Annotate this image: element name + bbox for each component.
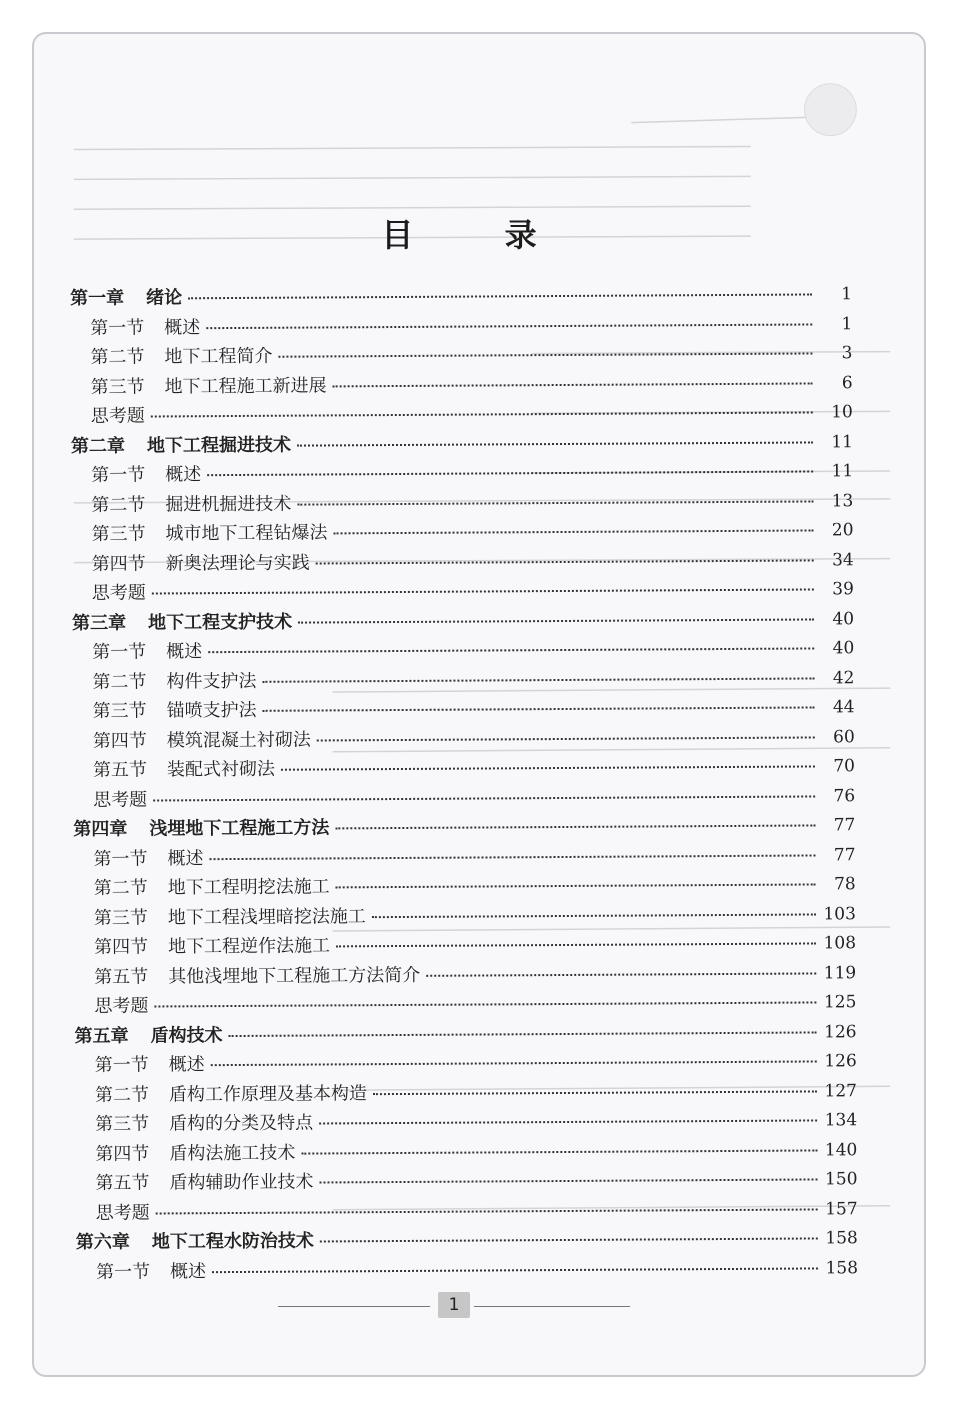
toc-page-number: 40	[832, 638, 855, 659]
toc-page-number: 70	[833, 756, 856, 777]
toc-entry-number: 第四节	[93, 936, 149, 958]
toc-entry-label	[93, 725, 311, 752]
toc-entry-label	[90, 313, 200, 340]
toc-entry-title: 盾构辅助作业技术	[169, 1171, 314, 1194]
page-title: 目 录	[381, 216, 577, 254]
toc-entry-number: 第三节	[91, 523, 146, 545]
toc-entry-title: 盾构法施工技术	[169, 1142, 296, 1164]
dot-leader	[278, 352, 812, 357]
toc-chapter-row	[75, 1017, 857, 1051]
toc-entry-label	[94, 872, 330, 899]
toc-entry-title: 绪论	[146, 287, 183, 309]
toc-page-number: 76	[833, 785, 856, 806]
toc-entry-title: 概述	[165, 464, 202, 486]
toc-entry-label	[95, 1079, 367, 1107]
toc-entry-label	[73, 813, 329, 841]
toc-entry-label	[92, 637, 202, 664]
toc-questions-row	[73, 781, 855, 815]
toc-page-number: 78	[833, 874, 856, 895]
toc-entry-number: 第六章	[75, 1231, 130, 1253]
toc-page-number: 158	[825, 1228, 858, 1249]
toc-page-number: 150	[824, 1169, 858, 1190]
toc-entry-title: 地下工程明挖法施工	[167, 876, 330, 899]
toc-entry-label	[70, 283, 182, 310]
toc-page-number: 13	[831, 490, 854, 511]
toc-entry-number: 第二节	[92, 671, 147, 693]
toc-entry-label	[94, 992, 148, 1018]
toc-section-row	[73, 722, 855, 756]
toc-chapter-row	[71, 427, 853, 461]
toc-entry-title: 新奥法理论与实践	[165, 552, 310, 574]
footer-rule-right	[474, 1306, 630, 1307]
toc-questions-row	[72, 574, 854, 608]
toc-entry-label	[96, 1198, 150, 1224]
footer-rule-left	[278, 1306, 430, 1307]
dot-leader	[334, 529, 814, 534]
toc-entry-number: 第五节	[92, 759, 148, 781]
dot-leader	[319, 1119, 817, 1124]
toc-page-number: 44	[832, 697, 855, 718]
dot-leader	[335, 824, 815, 829]
dot-leader	[333, 382, 813, 387]
toc-entry-title: 地下工程支护技术	[148, 611, 293, 634]
toc-entry-title: 概述	[164, 316, 201, 338]
toc-entry-label	[95, 1168, 313, 1195]
toc-entry-number: 第一节	[94, 1054, 149, 1076]
dot-leader	[297, 500, 813, 505]
dot-leader	[372, 913, 816, 918]
toc-entry-title: 思考题	[90, 405, 145, 427]
toc-entry-title: 掘进机掘进技术	[165, 493, 292, 515]
document-page	[32, 32, 926, 1377]
toc-page-number: 11	[831, 461, 854, 482]
toc-entry-label	[93, 755, 275, 782]
toc-page-number: 1	[841, 284, 853, 305]
toc-page-number: 1	[841, 313, 853, 334]
dot-leader	[317, 736, 815, 741]
toc-entry-title: 概述	[167, 847, 204, 869]
toc-entry-title: 构件支护法	[166, 670, 257, 692]
dot-leader	[211, 1060, 817, 1066]
toc-entry-label	[91, 489, 291, 516]
toc-section-row	[75, 1046, 857, 1080]
toc-chapter-row	[76, 1223, 858, 1257]
toc-page-number: 3	[841, 343, 853, 364]
toc-section-row	[74, 899, 856, 933]
toc-chapter-row	[70, 279, 852, 313]
toc-section-row	[75, 1164, 857, 1198]
toc-entry-label	[91, 402, 145, 428]
toc-entry-label	[93, 844, 203, 871]
toc-entry-number: 第四节	[95, 1143, 150, 1165]
toc-entry-label	[92, 579, 146, 605]
table-of-contents	[70, 279, 858, 1287]
toc-page-number: 6	[841, 372, 853, 393]
toc-entry-number: 第三节	[95, 1113, 150, 1135]
toc-entry-number: 第四节	[91, 553, 146, 575]
dot-leader	[153, 795, 815, 801]
toc-section-row	[72, 545, 854, 579]
toc-entry-number: 第一节	[92, 641, 147, 663]
toc-entry-title: 思考题	[94, 995, 149, 1017]
toc-page-number: 77	[833, 815, 856, 836]
toc-section-row	[75, 1135, 857, 1169]
toc-entry-label	[75, 1021, 223, 1048]
toc-section-row	[72, 663, 854, 697]
toc-section-row	[72, 633, 854, 667]
toc-entry-title: 概述	[166, 641, 203, 663]
toc-section-row	[71, 515, 853, 549]
toc-entry-number: 第三章	[72, 612, 127, 634]
toc-entry-title: 地下工程施工新进展	[164, 374, 327, 397]
toc-entry-title: 盾构技术	[150, 1024, 223, 1047]
toc-entry-number: 第一节	[91, 464, 146, 486]
toc-entry-title: 模筑混凝土衬砌法	[166, 729, 311, 751]
toc-section-row	[75, 1105, 857, 1139]
toc-entry-label	[76, 1227, 314, 1254]
toc-entry-label	[94, 902, 366, 930]
toc-page-number: 119	[823, 962, 857, 983]
toc-entry-number: 第五节	[94, 966, 149, 988]
toc-section-row	[75, 1076, 857, 1110]
dot-leader	[319, 1178, 817, 1183]
dot-leader	[152, 588, 814, 594]
toc-entry-title: 概述	[169, 1260, 207, 1282]
dot-leader	[210, 854, 816, 860]
dot-leader	[151, 411, 813, 417]
toc-entry-number: 第一章	[70, 287, 125, 309]
toc-page-number: 127	[824, 1080, 858, 1101]
dot-leader	[316, 559, 814, 564]
toc-section-row	[74, 869, 856, 903]
toc-page-number: 40	[832, 608, 855, 629]
dot-leader	[156, 1208, 818, 1214]
toc-entry-label	[71, 430, 291, 457]
dot-leader	[281, 765, 815, 770]
dot-leader	[373, 1090, 817, 1095]
toc-entry-title: 浅埋地下工程施工方法	[149, 817, 330, 840]
toc-section-row	[74, 958, 856, 992]
toc-entry-number: 第三节	[92, 700, 147, 722]
toc-section-row	[73, 840, 855, 874]
toc-chapter-row	[73, 810, 855, 844]
toc-section-row	[76, 1253, 858, 1287]
dot-leader	[297, 441, 813, 446]
toc-entry-title: 思考题	[93, 789, 148, 811]
toc-entry-label	[91, 518, 327, 545]
toc-entry-label	[93, 785, 147, 811]
toc-entry-title: 概述	[168, 1054, 205, 1076]
dot-leader	[301, 1149, 817, 1154]
dot-leader	[229, 1031, 817, 1037]
toc-entry-number: 第二节	[94, 1084, 150, 1106]
dot-leader	[154, 1001, 816, 1007]
toc-entry-number: 第三节	[93, 907, 148, 929]
toc-entry-number: 第一节	[95, 1261, 151, 1283]
toc-section-row	[71, 486, 853, 520]
toc-section-row	[70, 338, 852, 372]
toc-entry-number: 第二章	[70, 435, 126, 457]
toc-entry-label	[91, 460, 201, 487]
dot-leader	[208, 647, 814, 653]
dot-leader	[206, 323, 812, 329]
toc-page-number: 10	[831, 402, 853, 423]
toc-page-number: 126	[824, 1051, 857, 1072]
dot-leader	[207, 470, 813, 476]
toc-entry-number: 第一节	[93, 848, 148, 870]
dot-leader	[262, 677, 814, 682]
toc-entry-title: 盾构的分类及特点	[169, 1112, 314, 1135]
toc-entry-title: 其他浅埋地下工程施工方法简介	[168, 964, 421, 987]
toc-entry-title: 地下工程水防治技术	[151, 1230, 314, 1253]
toc-entry-label	[95, 1138, 295, 1165]
toc-questions-row	[71, 397, 853, 431]
toc-entry-title: 城市地下工程钻爆法	[165, 522, 328, 545]
dot-leader	[426, 972, 816, 976]
toc-section-row	[70, 309, 852, 343]
dot-leader	[298, 618, 814, 623]
toc-page-number: 103	[823, 903, 856, 924]
toc-entry-label	[96, 1257, 206, 1284]
toc-page-number: 39	[832, 579, 854, 600]
toc-entry-title: 思考题	[91, 582, 146, 604]
toc-entry-title: 盾构工作原理及基本构造	[168, 1082, 368, 1105]
toc-page-number: 42	[832, 667, 855, 688]
toc-section-row	[73, 751, 855, 785]
toc-entry-label	[95, 1050, 205, 1077]
toc-entry-label	[92, 548, 310, 575]
toc-page-number: 11	[831, 431, 854, 452]
dot-leader	[188, 293, 812, 299]
toc-entry-number: 第一节	[90, 317, 145, 339]
toc-section-row	[74, 928, 856, 962]
toc-page-number: 157	[825, 1198, 858, 1219]
toc-page-number: 126	[824, 1021, 857, 1042]
toc-page-number: 60	[833, 726, 855, 747]
toc-chapter-row	[72, 604, 854, 638]
toc-entry-title: 装配式衬砌法	[166, 758, 276, 781]
toc-entry-label	[95, 1109, 313, 1136]
toc-page-number: 134	[824, 1110, 858, 1131]
toc-entry-label	[94, 931, 330, 958]
toc-page-number: 20	[831, 520, 854, 541]
toc-entry-number: 第三节	[90, 376, 145, 398]
toc-entry-label	[93, 696, 257, 723]
toc-entry-number: 第五节	[95, 1172, 150, 1194]
toc-entry-label	[94, 960, 420, 988]
dot-leader	[263, 706, 815, 711]
toc-entry-title: 地下工程逆作法施工	[167, 935, 331, 958]
toc-page-number: 108	[823, 933, 857, 954]
toc-page-number: 140	[824, 1139, 858, 1160]
toc-entry-number: 第五章	[74, 1025, 129, 1047]
dot-leader	[336, 883, 816, 888]
toc-page-number: 158	[825, 1257, 859, 1278]
dot-leader	[336, 942, 816, 947]
toc-entry-label	[90, 342, 272, 369]
footer-page-number: 1	[438, 1292, 470, 1318]
toc-section-row	[71, 456, 853, 490]
toc-entry-number: 第二节	[91, 494, 146, 516]
toc-questions-row	[76, 1194, 858, 1228]
toc-entry-title: 思考题	[95, 1202, 150, 1224]
toc-entry-title: 地下工程简介	[164, 345, 273, 368]
toc-entry-number: 第二节	[90, 346, 145, 368]
toc-entry-number: 第四节	[92, 730, 147, 752]
toc-entry-number: 第四章	[73, 818, 128, 840]
dot-leader	[320, 1237, 818, 1242]
toc-page-number: 125	[823, 992, 857, 1013]
dot-leader	[212, 1267, 818, 1273]
toc-entry-title: 地下工程浅埋暗挖法施工	[167, 905, 366, 928]
toc-section-row	[71, 368, 853, 402]
toc-entry-label	[92, 666, 256, 693]
toc-page-number: 34	[831, 549, 854, 570]
toc-entry-label	[91, 371, 327, 398]
page-footer	[34, 1292, 924, 1318]
toc-entry-number: 第二节	[93, 877, 148, 899]
toc-entry-label	[72, 607, 292, 634]
toc-section-row	[73, 692, 855, 726]
toc-page-number: 77	[833, 844, 856, 865]
toc-entry-title: 锚喷支护法	[166, 699, 257, 722]
toc-questions-row	[74, 987, 856, 1021]
toc-entry-title: 地下工程掘进技术	[146, 434, 292, 457]
